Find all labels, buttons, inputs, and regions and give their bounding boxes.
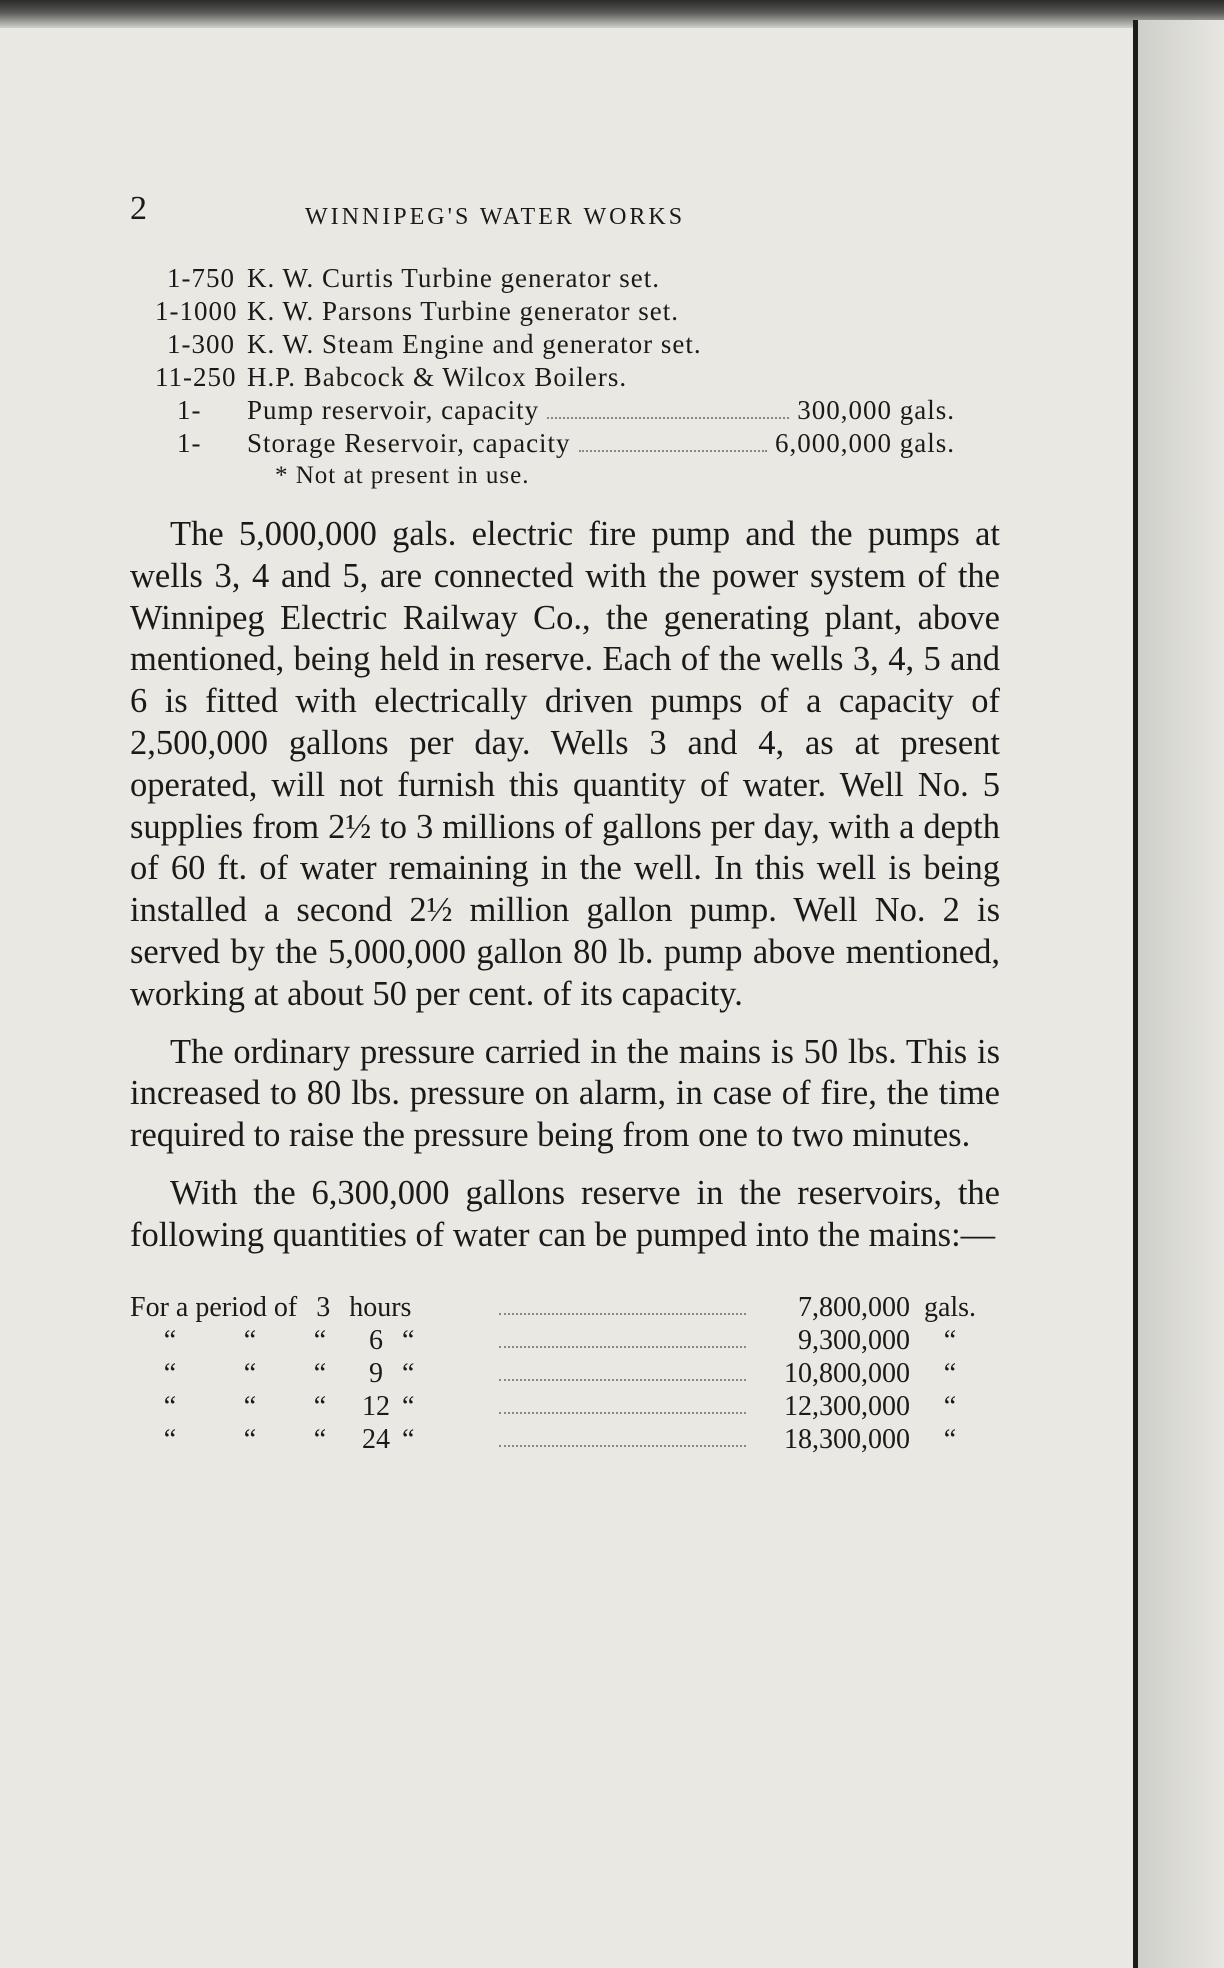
- equipment-capacity: 300,000 gals.: [797, 395, 955, 425]
- equipment-qty: 1-: [177, 395, 202, 425]
- equipment-desc: K. W. Parsons Turbine generator set.: [247, 296, 679, 326]
- ditto-mark: “: [313, 1357, 327, 1389]
- ditto-mark: “: [163, 1390, 177, 1422]
- dot-leader: [499, 1357, 746, 1381]
- dot-leader: [499, 1324, 746, 1348]
- period-label: [130, 1423, 495, 1456]
- period-hours: 3: [316, 1291, 331, 1323]
- equipment-desc: K. W. Curtis Turbine generator set.: [247, 263, 660, 293]
- equipment-row: [155, 328, 1000, 361]
- equipment-list: [130, 262, 1000, 492]
- equipment-row: [155, 427, 955, 460]
- period-amount: 9,300,000: [798, 1324, 910, 1356]
- equipment-qty: 11-250: [155, 362, 237, 392]
- period-label-text: For a period of: [130, 1291, 298, 1323]
- running-head: [130, 190, 1000, 240]
- equipment-qty: 1-1000: [155, 296, 238, 326]
- equipment-row: [155, 295, 1000, 328]
- equipment-qty: 1-750: [167, 263, 235, 293]
- period-amount-unit: “: [943, 1390, 957, 1422]
- dot-leader: [547, 394, 789, 419]
- period-unit: “: [402, 1324, 415, 1356]
- ditto-mark: “: [313, 1423, 327, 1455]
- period-amount-unit: gals.: [923, 1291, 977, 1323]
- body-paragraph: The ordinary pressure carried in the mains is 50 lbs. This is increased to 80 lbs. pressure on alarm, in case of fire, the time required to raise the pressure being from one to two minutes.: [130, 1032, 1000, 1155]
- period-label: [130, 1291, 495, 1324]
- period-hours: 6: [369, 1324, 383, 1356]
- period-label: [130, 1357, 495, 1390]
- page-number: 2: [130, 190, 147, 227]
- ditto-mark: “: [163, 1357, 177, 1389]
- period-hours: 24: [362, 1423, 390, 1455]
- period-amount: 12,300,000: [784, 1390, 910, 1422]
- footnote: * Not at present in use.: [275, 462, 530, 489]
- dot-leader: [499, 1390, 746, 1414]
- page-edge: [1133, 20, 1138, 1968]
- period-unit: hours: [349, 1291, 412, 1323]
- facing-page: [1138, 20, 1224, 1968]
- table-row: [130, 1390, 990, 1423]
- body-paragraph: The 5,000,000 gals. electric fire pump and the pumps at wells 3, 4 and 5, are connected with the power system of the Winnipeg Electric Railway Co., the generating plant, above mentioned, being held in reserve. Each of the wells 3, 4, 5 and 6 is fitted with electrically driven pumps of a capacity of 2,500,000 gallons per day. Wells 3 and 4, as at present operated, will not furnish this quantity of water. Well No. 5 supplies from 2½ to 3 millions of gallons per day, with a depth of 60 ft. of water remaining in the well. In this well is being installed a second 2½ million gallon pump. Well No. 2 is served by the 5,000,000 gallon 80 lb. pump above mentioned, working at about 50 per cent. of its capacity.: [130, 515, 1000, 1013]
- ditto-mark: “: [243, 1423, 257, 1455]
- ditto-mark: “: [313, 1324, 327, 1356]
- equipment-row: [155, 361, 1000, 394]
- table-row: [130, 1291, 990, 1324]
- equipment-desc: Storage Reservoir, capacity: [247, 428, 571, 458]
- period-hours: 12: [362, 1390, 390, 1422]
- equipment-qty: 1-300: [167, 329, 235, 359]
- equipment-desc: H.P. Babcock & Wilcox Boilers.: [247, 362, 628, 392]
- ditto-mark: “: [163, 1324, 177, 1356]
- period-hours: 9: [369, 1357, 383, 1389]
- running-title: WINNIPEG'S WATER WORKS: [305, 204, 686, 230]
- table-row: [130, 1357, 990, 1390]
- table-row: [130, 1423, 990, 1456]
- equipment-desc: K. W. Steam Engine and generator set.: [247, 329, 702, 359]
- ditto-mark: “: [243, 1324, 257, 1356]
- equipment-row: [155, 394, 955, 427]
- dot-leader: [499, 1291, 746, 1315]
- period-unit: “: [402, 1423, 415, 1455]
- period-label: [130, 1324, 495, 1357]
- dot-leader: [579, 427, 767, 452]
- table-row: [130, 1324, 990, 1357]
- period-amount: 10,800,000: [784, 1357, 910, 1389]
- dot-leader: [499, 1423, 746, 1447]
- period-label: [130, 1390, 495, 1423]
- period-amount: 18,300,000: [784, 1423, 910, 1455]
- ditto-mark: “: [163, 1423, 177, 1455]
- period-amount: 7,800,000: [798, 1291, 910, 1323]
- period-unit: “: [402, 1357, 415, 1389]
- pumping-table: [130, 1291, 990, 1456]
- equipment-qty: 1-: [177, 428, 202, 458]
- scan-border-top: [0, 0, 1224, 28]
- ditto-mark: “: [313, 1390, 327, 1422]
- period-amount-unit: “: [943, 1324, 957, 1356]
- body-paragraph: With the 6,300,000 gallons reserve in the reservoirs, the following quantities of water can be pumped into the mains:—: [130, 1173, 1000, 1254]
- equipment-row: [155, 262, 1000, 295]
- book-page: [130, 190, 1000, 1456]
- ditto-mark: “: [243, 1390, 257, 1422]
- equipment-desc: Pump reservoir, capacity: [247, 395, 540, 425]
- ditto-mark: “: [243, 1357, 257, 1389]
- period-amount-unit: “: [943, 1423, 957, 1455]
- equipment-capacity: 6,000,000 gals.: [775, 428, 955, 458]
- period-unit: “: [402, 1390, 415, 1422]
- period-amount-unit: “: [943, 1357, 957, 1389]
